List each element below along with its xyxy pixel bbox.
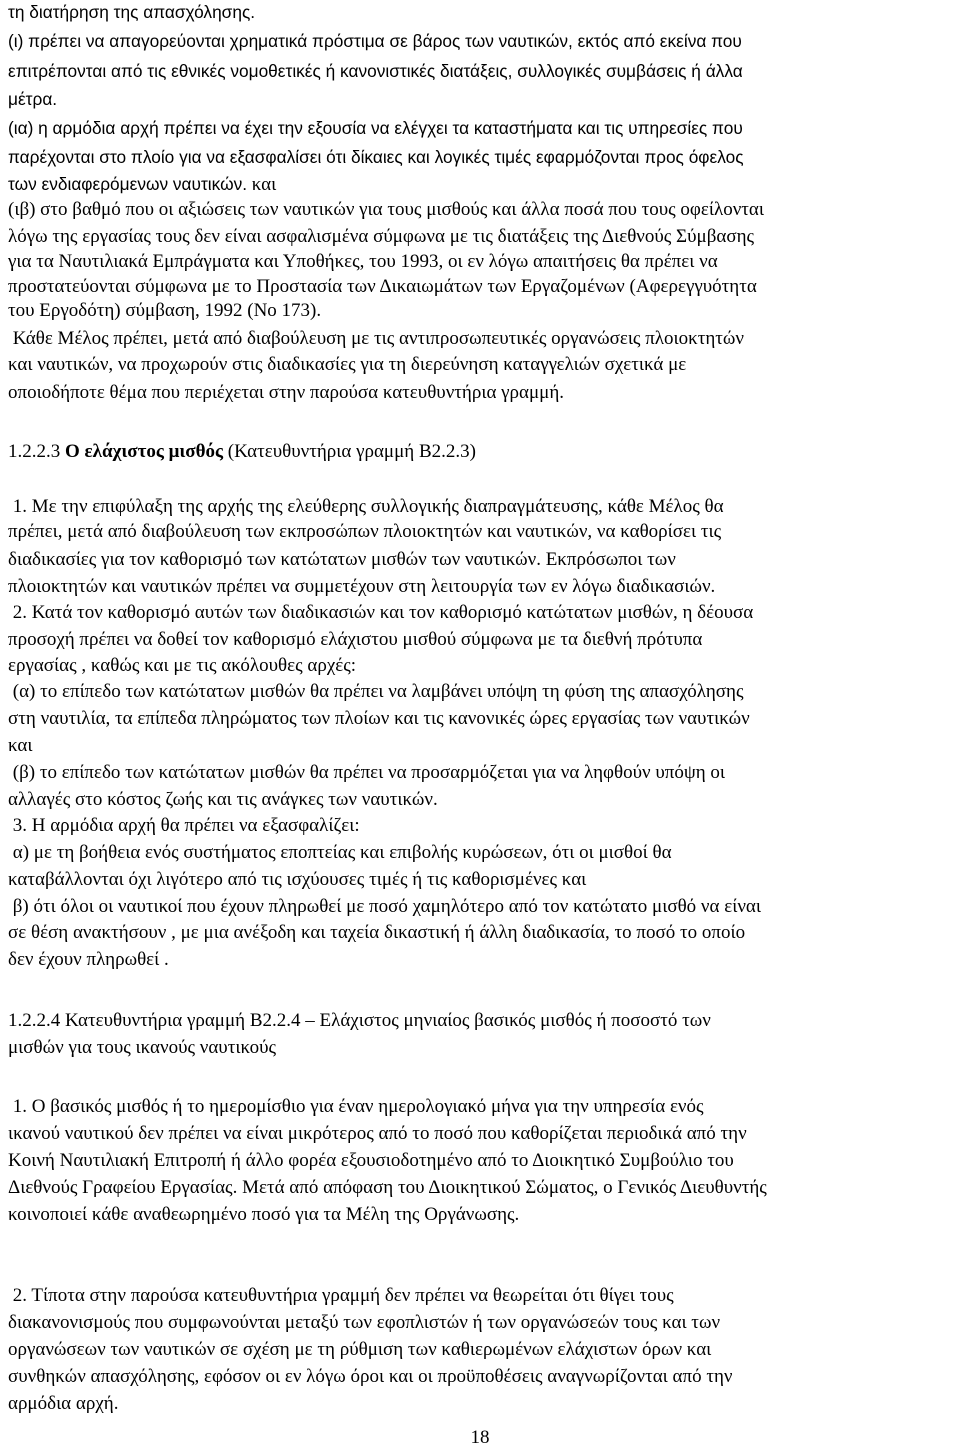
text-line: και ναυτικών, να προχωρούν στις διαδικασίες για τη διερεύνηση καταγγελιών σχετικά με: [8, 354, 687, 375]
text-line: διαδικασίες για τον καθορισμό των κατώτατων μισθών των ναυτικών. Εκπρόσωποι των: [8, 549, 676, 570]
text-line: οποιοδήποτε θέμα που περιέχεται στην παρούσα κατευθυντήρια γραμμή.: [8, 382, 565, 403]
text-line: μέτρα.: [8, 89, 58, 109]
text-line: Κάθε Μέλος πρέπει, μετά από διαβούλευση με τις αντιπροσωπευτικές οργανώσεις πλοιοκτητών: [8, 328, 744, 349]
text-line: στη ναυτιλία, τα επίπεδα πληρώματος των πλοίων και τις κανονικές ώρες εργασίας των ναυτικών: [8, 708, 750, 729]
text-line: Διεθνούς Γραφείου Εργασίας. Μετά από απόφαση του Διοικητικού Σώματος, ο Γενικός Διευθυντής: [8, 1177, 767, 1198]
text-line: (α) το επίπεδο των κατώτατων μισθών θα πρέπει να λαμβάνει υπόψη τη φύση της απασχόλησης: [8, 681, 744, 702]
text-line: δεν έχουν πληρωθεί .: [8, 949, 169, 970]
page-number: 18: [470, 1427, 490, 1448]
text-line: επιτρέπονται από τις εθνικές νομοθετικές ή κανονιστικές διατάξεις, συλλογικές συμβάσεις ή άλλα: [8, 61, 743, 81]
section-heading: μισθών για τους ικανούς ναυτικούς: [8, 1037, 277, 1058]
text-line: και: [8, 735, 33, 756]
text-line: (ια) η αρμόδια αρχή πρέπει να έχει την εξουσία να ελέγχει τα καταστήματα και τις υπηρεσίες που: [8, 118, 743, 138]
text-line: Κοινή Ναυτιλιακή Επιτροπή ή άλλο φορέα εξουσιοδοτημένο από το Διοικητικό Συμβούλιο του: [8, 1150, 734, 1171]
text-line: 2. Κατά τον καθορισμό αυτών των διαδικασιών και τον καθορισμό κατώτατων μισθών, η δέουσα: [8, 602, 754, 623]
text-line: για τα Ναυτιλιακά Εμπράγματα και Υποθήκες, του 1993, οι εν λόγω απαιτήσεις θα πρέπει να: [8, 251, 718, 272]
text-line: (β) το επίπεδο των κατώτατων μισθών θα πρέπει να προσαρμόζεται για να ληφθούν υπόψη οι: [8, 762, 726, 783]
text-line: εργασίας , καθώς και με τις ακόλουθες αρχές:: [8, 655, 357, 676]
text-line: καταβάλλονται όχι λιγότερο από τις ισχύουσες τιμές ή τις καθορισμένες και: [8, 869, 587, 890]
text-line: 1. Ο βασικός μισθός ή το ημερομίσθιο για έναν ημερολογιακό μήνα για την υπηρεσία ενός: [8, 1096, 704, 1117]
heading-number: 1.2.2.3: [8, 441, 65, 462]
text-line: αρμόδια αρχή.: [8, 1393, 119, 1414]
text-line: λόγω της εργασίας τους δεν είναι ασφαλισμένα σύμφωνα με τις διατάξεις της Διεθνούς Σύμβασης: [8, 226, 755, 247]
text-line: παρέχονται στο πλοίο για να εξασφαλίσει ότι δίκαιες και λογικές τιμές εφαρμόζονται προς όφελος: [8, 147, 744, 167]
text-line: διακανονισμούς που συμφωνούνται μεταξύ των εφοπλιστών ή των οργανώσεών τους και των: [8, 1312, 721, 1333]
text-line: σε θέση ανακτήσουν , με μια ανέξοδη και ταχεία δικαστική ή άλλη διαδικασία, το ποσό το οποίο: [8, 922, 746, 943]
text-line: προστατεύονται σύμφωνα με το Προστασία των Δικαιωμάτων των Εργαζομένων (Αφερεγγυότητα: [8, 276, 757, 297]
section-heading: 1.2.2.4 Κατευθυντήρια γραμμή Β2.2.4 – Ελάχιστος μηνιαίος βασικός μισθός ή ποσοστό των: [8, 1010, 711, 1031]
text-line: προσοχή πρέπει να δοθεί τον καθορισμό ελάχιστου μισθού σύμφωνα με τα διεθνή πρότυπα: [8, 629, 703, 650]
text-line: οργανώσεων των ναυτικών σε σχέση με τη ρύθμιση των καθιερωμένων ελάχιστων όρων και: [8, 1339, 712, 1360]
text-line: τη διατήρηση της απασχόλησης.: [8, 2, 256, 22]
text-line: ικανού ναυτικού δεν πρέπει να είναι μικρότερος από το ποσό που καθορίζεται περιοδικά από την: [8, 1123, 747, 1144]
text-line: πρέπει, μετά από διαβούλευση των εκπροσώπων πλοιοκτητών και ναυτικών, να καθορίσει τις: [8, 521, 722, 542]
text-line: του Εργοδότη) σύμβαση, 1992 (Νο 173).: [8, 300, 322, 321]
heading-reference: (Κατευθυντήρια γραμμή Β2.2.3): [223, 441, 476, 462]
text-line-tail: και: [247, 174, 277, 195]
heading-title: Ο ελάχιστος μισθός: [65, 441, 224, 462]
section-heading: [8, 440, 476, 464]
text-line: 3. Η αρμόδια αρχή θα πρέπει να εξασφαλίζει:: [8, 815, 360, 836]
text-line: [8, 172, 276, 197]
text-line: 2. Τίποτα στην παρούσα κατευθυντήρια γραμμή δεν πρέπει να θεωρείται ότι θίγει τους: [8, 1285, 674, 1306]
text-line: 1. Με την επιφύλαξη της αρχής της ελεύθερης συλλογικής διαπραγμάτευσης, κάθε Μέλος θα: [8, 496, 724, 517]
text-line: β) ότι όλοι οι ναυτικοί που έχουν πληρωθεί με ποσό χαμηλότερο από τον κατώτατο μισθό να είναι: [8, 896, 761, 917]
text-line: συνθηκών απασχόλησης, εφόσον οι εν λόγω όροι και οι προϋποθέσεις αναγνωρίζονται από την: [8, 1366, 733, 1387]
text-line: α) με τη βοήθεια ενός συστήματος εποπτείας και επιβολής κυρώσεων, ότι οι μισθοί θα: [8, 842, 672, 863]
text-line: κοινοποιεί κάθε αναθεωρημένο ποσό για τα Μέλη της Οργάνωσης.: [8, 1204, 520, 1225]
text-line-start: των ενδιαφερόμενων ναυτικών.: [8, 174, 248, 194]
text-line: αλλαγές στο κόστος ζωής και τις ανάγκες των ναυτικών.: [8, 789, 438, 810]
text-line: (ιβ) στο βαθμό που οι αξιώσεις των ναυτικών για τους μισθούς και άλλα ποσά που τους οφείλονται: [8, 199, 764, 220]
text-line: (ι) πρέπει να απαγορεύονται χρηματικά πρόστιμα σε βάρος των ναυτικών, εκτός από εκείνα που: [8, 31, 742, 51]
text-line: πλοιοκτητών και ναυτικών πρέπει να συμμετέχουν στη λειτουργία των εν λόγω διαδικασιών.: [8, 576, 716, 597]
